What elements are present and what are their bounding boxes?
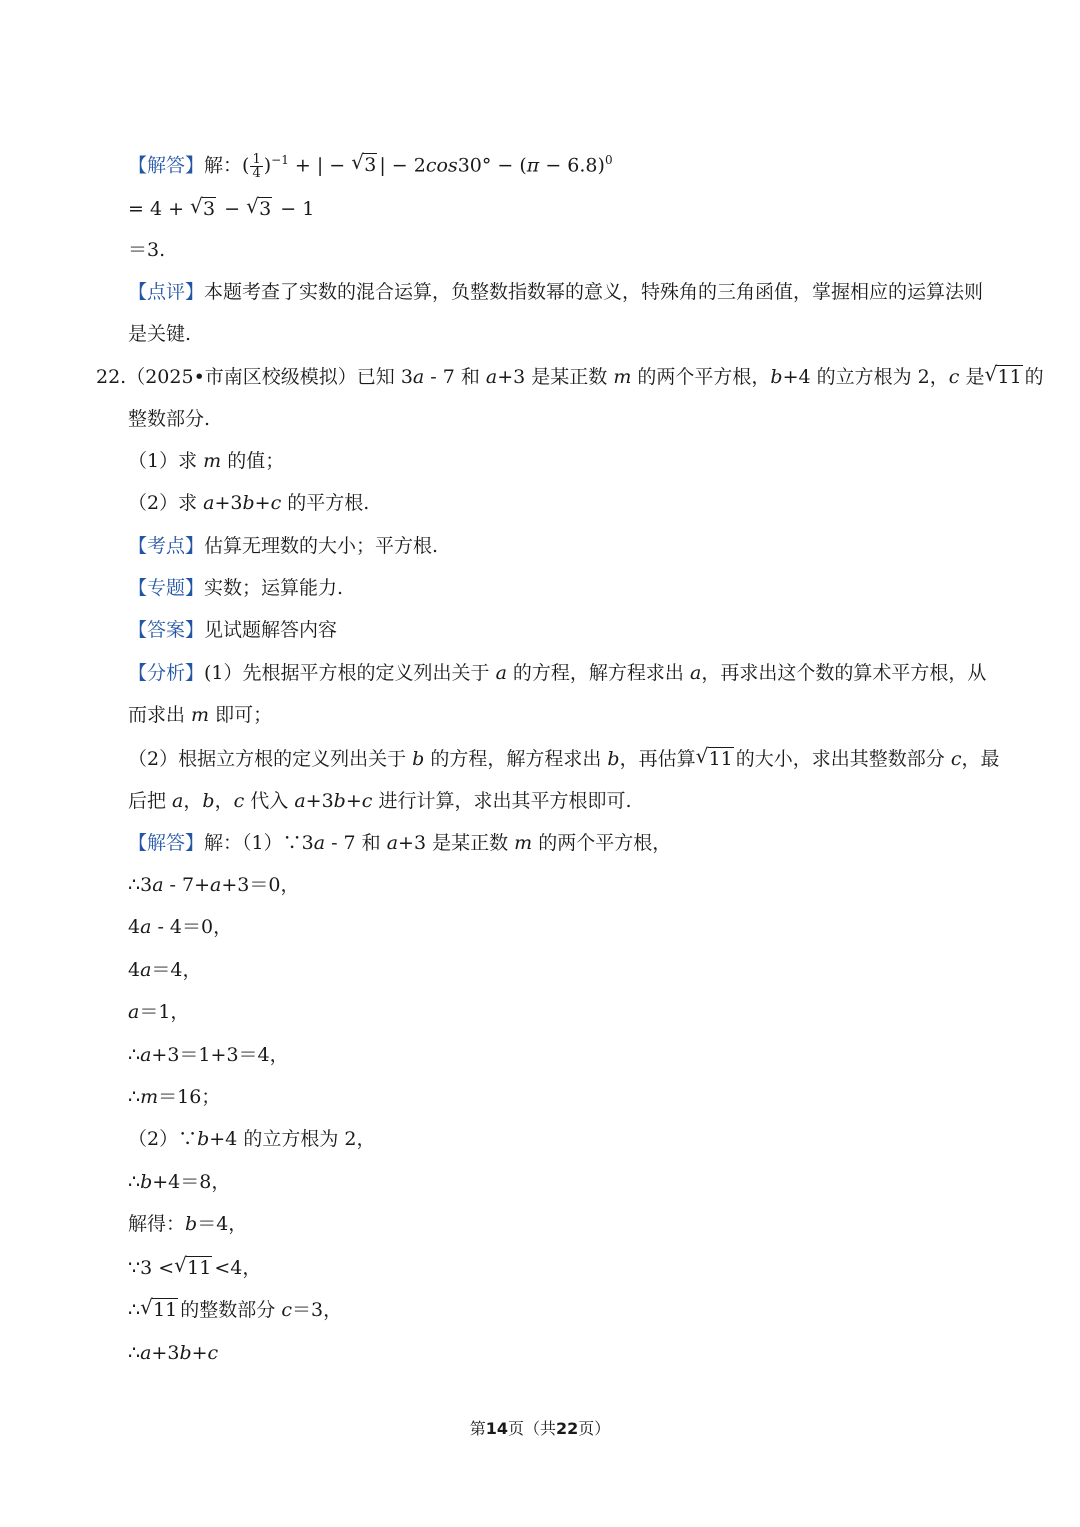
solution-step-5: a＝1， [128,1001,190,1023]
prev-step-1: = 4 + √ 3 − √ 3 − 1 [128,194,315,220]
solution-step-13: ∴a+3b+c [128,1342,219,1364]
knowledge-point: 【考点】估算无理数的大小；平方根. [128,535,439,557]
answer-ref: 【答案】见试题解答内容 [128,619,338,641]
analysis-line-4: 后把 a，b，c 代入 a+3b+c 进行计算，求出其平方根即可. [128,790,632,812]
comment-tag: 【点评】 [128,281,205,303]
analysis-tag: 【分析】 [128,662,205,684]
question-22-stem: 22.（2025•市南区校级模拟）已知 3a ‑ 7 和 a+3 是某正数 m 的两个平方根，b+4 的立方根为 2，c 是 √ 11 的 [96,362,1044,388]
solution-step-3: 4a ‑ 4＝0， [128,916,233,938]
solution-step-9: ∴b+4＝8， [128,1171,231,1193]
answer-tag: 【解答】 [128,154,205,177]
solution-step-8: （2）∵b+4 的立方根为 2， [128,1128,376,1150]
solution-tag: 【答案】 [128,619,205,641]
solution-step-2: ∴3a ‑ 7+a+3＝0， [128,874,300,896]
prev-answer-line: 【解答】解：( $\frac{1}{4}$ )$^{-1}$ + | − √ 3 | − $2\cos 30^\circ - (\pi - 6.8)^0$ [128,150,613,181]
solution-step-10: 解得：b＝4， [128,1213,248,1235]
solution-step-1: 【解答】解：（1）∵3a ‑ 7 和 a+3 是某正数 m 的两个平方根， [128,832,672,854]
prev-comment-line-1: 【点评】本题考查了实数的混合运算，负整数指数幂的意义，特殊角的三角函值，掌握相应的运算法则 [128,281,984,303]
analysis-line-1: 【分析】(1）先根据平方根的定义列出关于 a 的方程，解方程求出 a，再求出这个数的算术平方根，从 [128,662,987,684]
fraction: $\frac{1}{4}$ [252,151,261,181]
solution-step-12: ∴ √ 11 的整数部分 c＝3， [128,1295,343,1321]
question-22-part-1: （1）求 m 的值； [128,450,285,472]
sqrt-3: √ 3 [351,150,377,177]
solution-step-6: ∴a+3＝1+3＝4， [128,1044,289,1066]
point-tag: 【考点】 [128,535,205,557]
answer-tag-2: 【解答】 [128,832,205,854]
prev-step-2: ＝3. [128,239,166,261]
total-pages: 22 [556,1419,579,1438]
topic-tag: 【专题】 [128,577,205,599]
solution-step-11: ∵3 < √ 11 <4， [128,1253,262,1279]
question-22-part-2: （2）求 a+3b+c 的平方根. [128,492,370,514]
topic: 【专题】实数；运算能力. [128,577,344,599]
question-number: 22. [96,366,127,388]
analysis-line-3: （2）根据立方根的定义列出关于 b 的方程，解方程求出 b，再估算 √ 11 的大小，求出其整数部分 c，最 [128,744,1000,770]
question-22-stem-line-2: 整数部分. [128,408,211,430]
solution-step-4: 4a＝4， [128,959,202,981]
current-page: 14 [485,1419,508,1438]
analysis-line-2: 而求出 m 即可； [128,704,273,726]
solution-step-7: ∴m＝16； [128,1086,221,1108]
page-footer: 第14页（共22页） [469,1419,611,1438]
prev-comment-line-2: 是关键. [128,323,192,345]
